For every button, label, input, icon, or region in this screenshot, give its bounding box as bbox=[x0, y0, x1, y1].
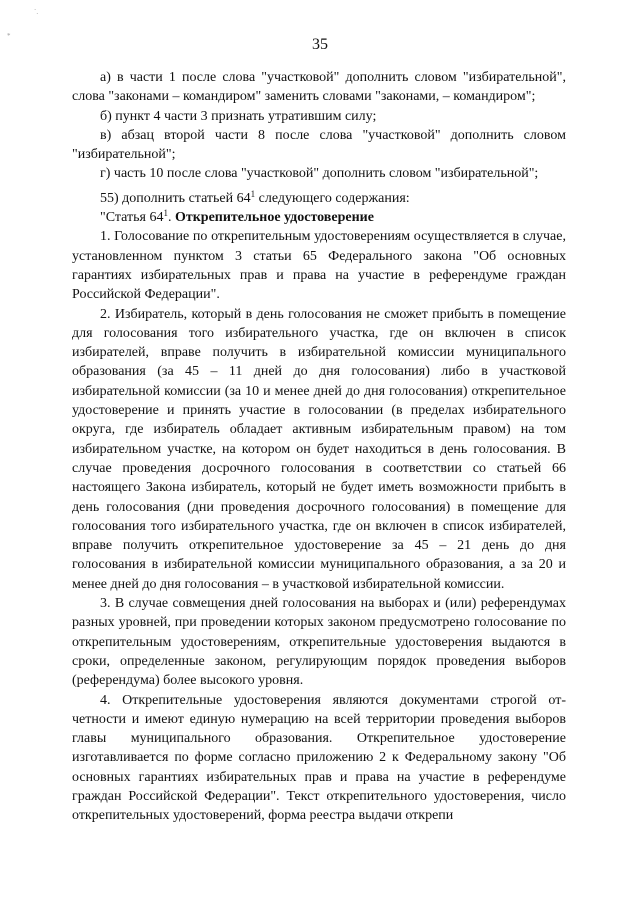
article-title: Открепительное удостоверение bbox=[174, 210, 374, 226]
page-number: 35 bbox=[312, 36, 328, 53]
item-55-suffix: следующего содержания: bbox=[255, 190, 410, 206]
item-55 bbox=[72, 189, 566, 208]
item-55-superscript: 1 bbox=[250, 188, 256, 199]
article-heading-prefix: "Статья 64 bbox=[100, 210, 164, 226]
scan-mark: * bbox=[7, 32, 11, 40]
article-heading bbox=[72, 208, 566, 227]
article-paragraph-4: 4. Открепительные удостоверения являются документами строгой отчетности и имеют единую нумерацию на всей территории проведения выборов главы муниципального образования. Открепительное удостоверение изготавливается по форме согласно приложению 2 к Федеральному закону "Об основных гарантиях избирательных прав и права на участие в референдуме граждан Российской Федерации". Текст открепительного удостоверения, число открепительных удостоверений, форма реестра выдачи открепи bbox=[72, 692, 566, 824]
item-55-text: 55) дополнить статьей 64 bbox=[100, 190, 251, 206]
article-heading-superscript: 1 bbox=[163, 208, 168, 219]
scan-mark: `. bbox=[34, 8, 39, 16]
amendment-item-b: б) пункт 4 части 3 признать утратившим силу; bbox=[100, 108, 377, 124]
document-body bbox=[72, 68, 566, 826]
amendment-item-v: в) абзац второй части 8 после слова "участковой" дополнить словом "избирательной"; bbox=[72, 127, 566, 163]
article-paragraph-2: 2. Избиратель, который в день голосования не сможет прибыть в помещение для голосования того избирательного участка, где он включен в список избирателей, вправе получить в избирательной комиссии муниципального образования (за 45 – 11 дней до дня голосования) либо в участковой избирательной комиссии (за 10 и менее дней до дня голосования) открепительное удостоверение и принять участие в голосовании (в пределах избирательного округа, где избиратель обладает активным избирательным правом) на том избирательном участке, на котором он будет находиться в день голосования. В случае проведения досрочного голосования в соответствии со статьей 66 настоящего Закона избиратель, который не будет иметь возможности прибыть в день голосования (дни проведения досрочного голосования) в помещение для голосования того избирательного участка, где он включен в список избирателей, вправе получить открепительное удостоверение за 45 – 21 день до дня голосования в избирательной комиссии муниципального образования, а за 20 и менее дней до дня голосования – в участковой избирательной комиссии. bbox=[72, 306, 566, 592]
article-paragraph-3: 3. В случае совмещения дней голосования на выборах и (или) референдумах разных уровней, при проведении которых законом предусмотрено голосование по открепительным удостоверениям, открепительные удостоверения выдаются в сроки, определенные законом, регулирующим порядок проведения выборов (референдума) более высокого уровня. bbox=[72, 596, 566, 689]
article-paragraph-1: 1. Голосование по открепительным удостоверениям осуществляется в случае, установленном пунктом 3 статьи 65 Федерального закона "Об основных гарантиях избирательных прав и права на участие в референдуме граждан Российской Федерации". bbox=[72, 229, 566, 303]
amendment-item-a: а) в части 1 после слова "участковой" дополнить словом "избирательной", слова "законами – командиром" заменить словами "законами, – командиром"; bbox=[72, 70, 566, 105]
amendment-item-g: г) часть 10 после слова "участковой" дополнить словом "избирательной"; bbox=[100, 166, 539, 182]
article-heading-suffix: . bbox=[167, 210, 175, 226]
